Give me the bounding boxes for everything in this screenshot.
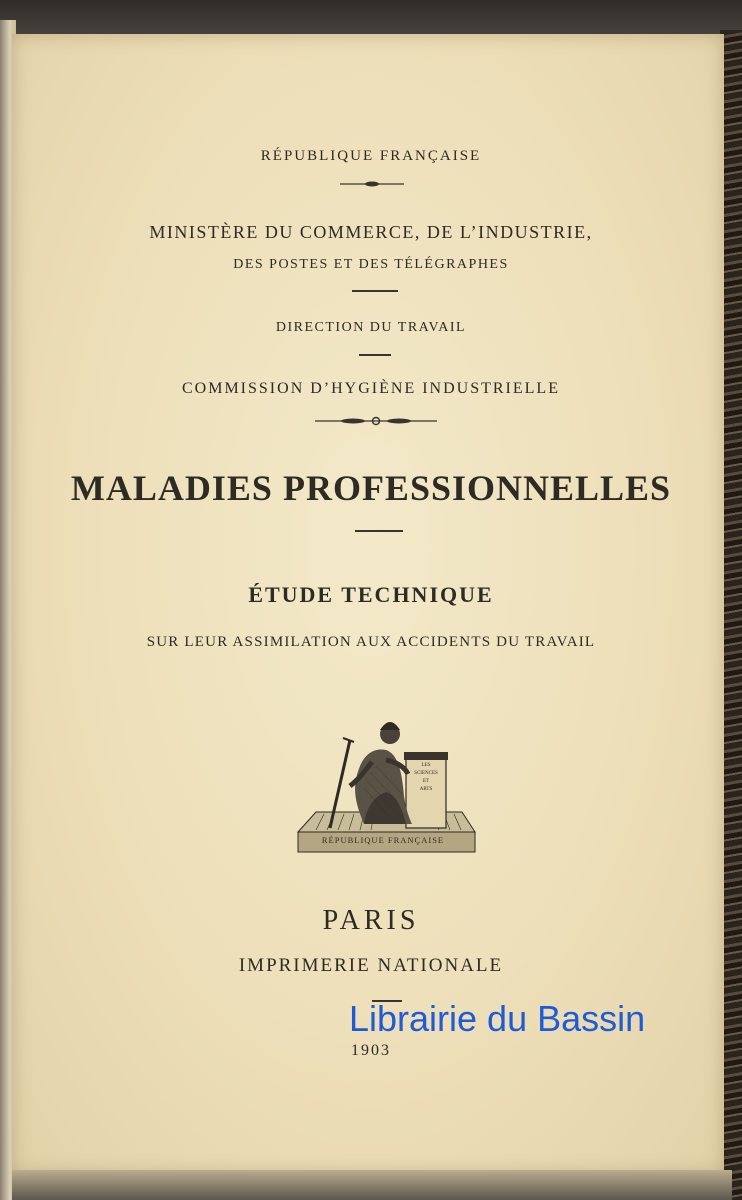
vignette-plaque-text bbox=[406, 762, 446, 794]
subtitle-description: SUR LEUR ASSIMILATION AUX ACCIDENTS DU TRAVAIL bbox=[146, 634, 596, 650]
imprint-year: 1903 bbox=[351, 1042, 391, 1059]
plaque-line-1: LES bbox=[421, 763, 431, 768]
rule-5 bbox=[355, 530, 403, 532]
imprint-printer: IMPRIMERIE NATIONALE bbox=[238, 955, 504, 976]
republique-heading: RÉPUBLIQUE FRANÇAISE bbox=[260, 148, 482, 164]
rule-3 bbox=[359, 354, 391, 356]
postes-heading: DES POSTES ET DES TÉLÉGRAPHES bbox=[233, 257, 509, 272]
plaque-line-3: ET bbox=[422, 779, 430, 784]
marianne-vignette-icon bbox=[294, 700, 479, 856]
commission-heading: COMMISSION D’HYGIÈNE INDUSTRIELLE bbox=[182, 380, 560, 397]
vignette-banner: RÉPUBLIQUE FRANÇAISE bbox=[321, 835, 445, 845]
page-bottom-edge bbox=[12, 1170, 732, 1200]
book-title: MALADIES PROFESSIONNELLES bbox=[70, 468, 672, 508]
plaque-line-4: ARTS bbox=[419, 787, 433, 792]
rule-2 bbox=[352, 290, 398, 292]
imprint-city: PARIS bbox=[322, 905, 420, 936]
subtitle-etude: ÉTUDE TECHNIQUE bbox=[248, 582, 494, 607]
bookseller-watermark: Librairie du Bassin bbox=[349, 998, 646, 1039]
ornament-rule-1 bbox=[338, 180, 406, 188]
direction-heading: DIRECTION DU TRAVAIL bbox=[275, 320, 467, 335]
plaque-line-2: SCIENCES bbox=[414, 771, 438, 776]
ornament-rule-4 bbox=[313, 416, 439, 426]
ministere-heading: MINISTÈRE DU COMMERCE, DE L’INDUSTRIE, bbox=[149, 222, 593, 242]
